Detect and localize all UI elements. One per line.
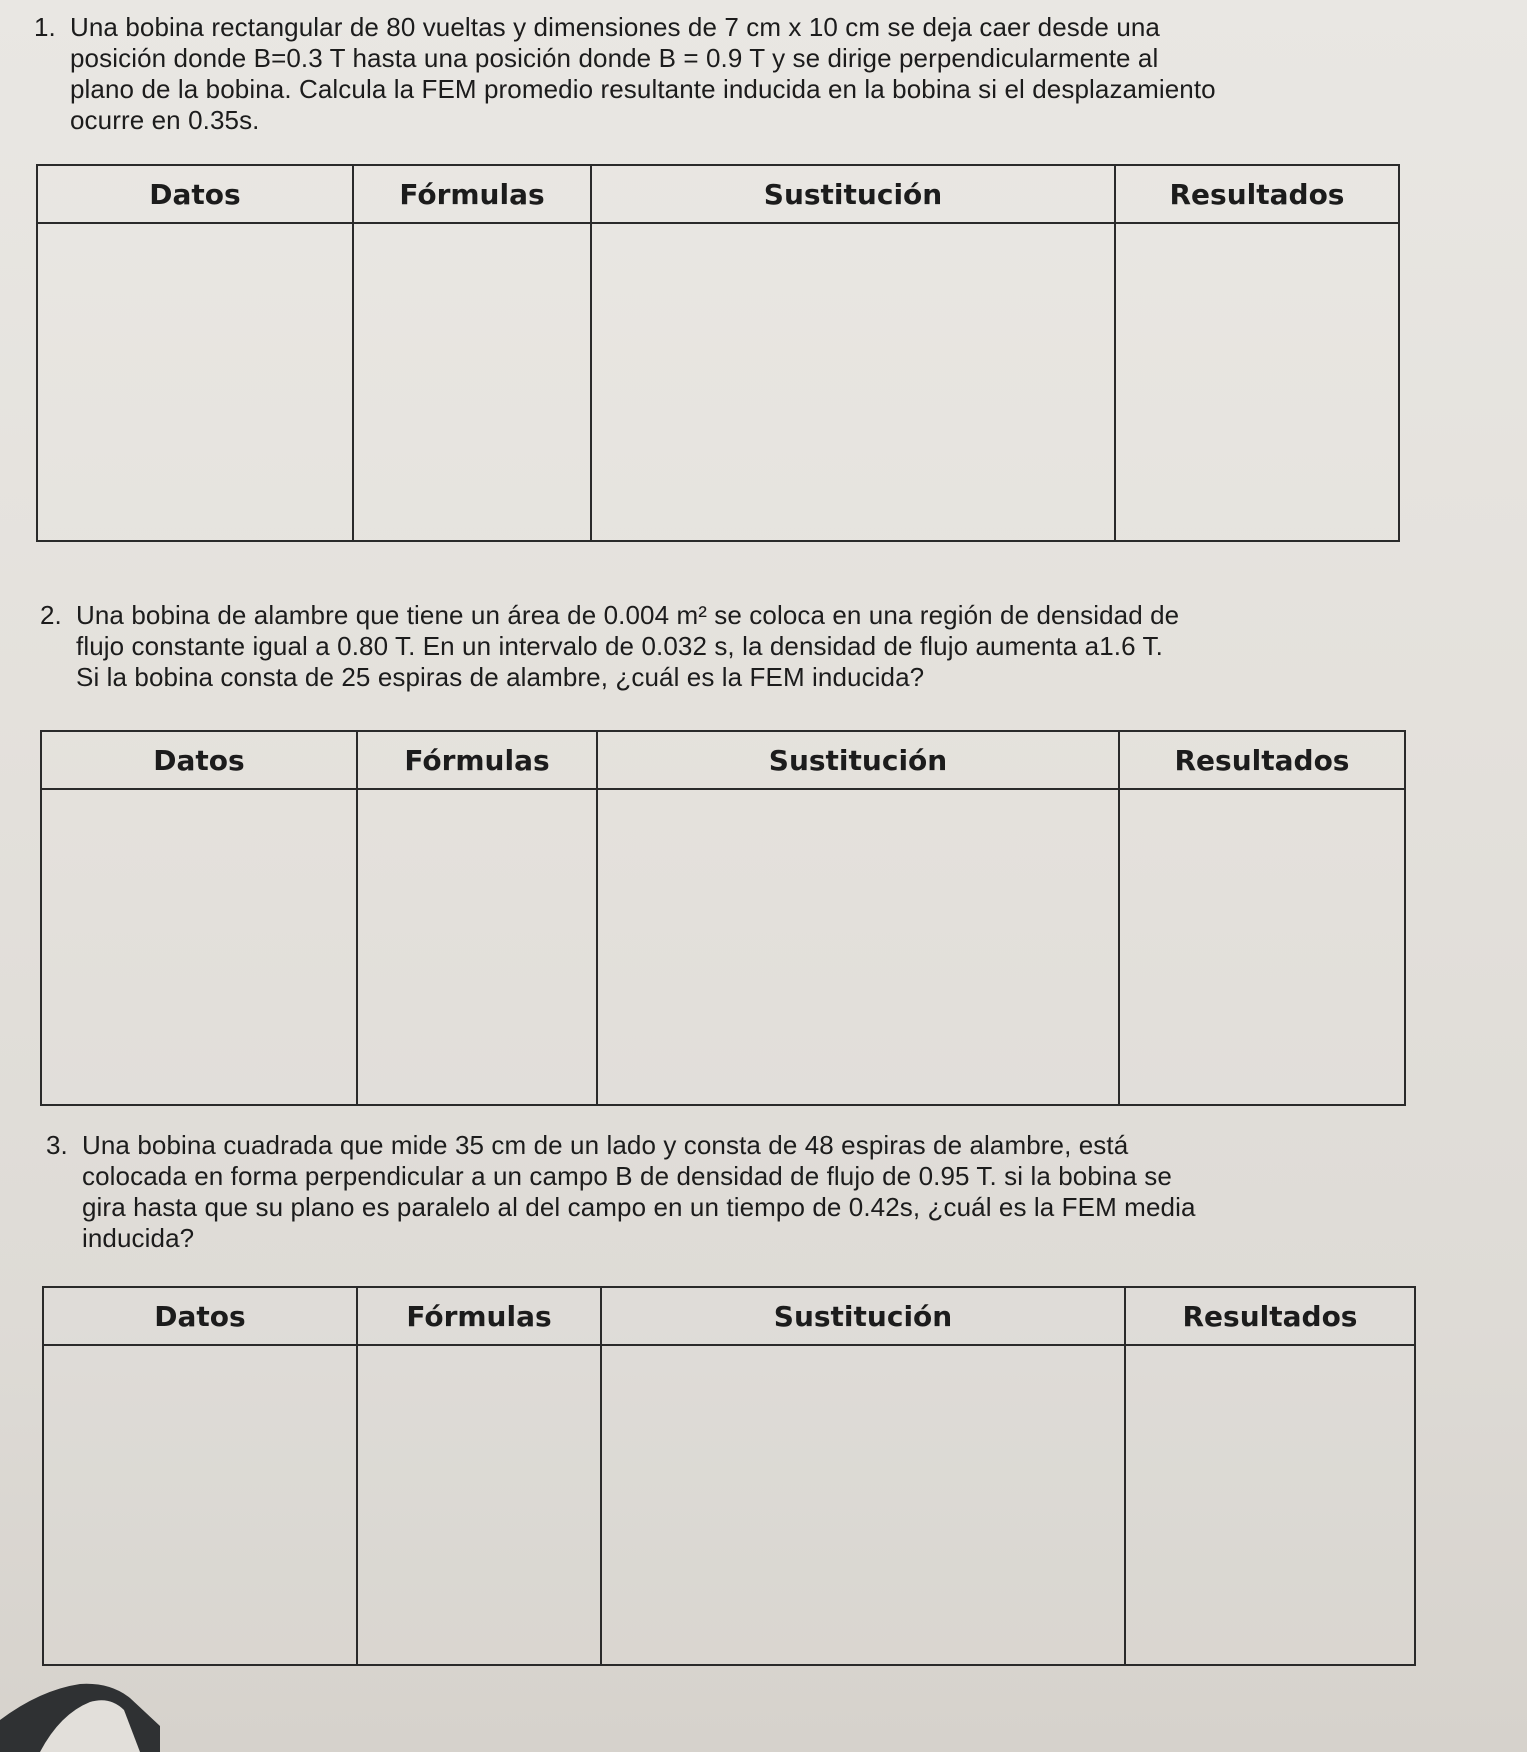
problem-2-number: 2. <box>40 600 62 630</box>
cell-resultados[interactable] <box>1119 789 1405 1105</box>
problem-1-line-4: ocurre en 0.35s. <box>70 105 260 135</box>
problem-1-line-1: Una bobina rectangular de 80 vueltas y dimensiones de 7 cm x 10 cm se deja caer desde una <box>70 12 1160 42</box>
problem-2-line-1: Una bobina de alambre que tiene un área de 0.004 m² se coloca en una región de densidad de <box>76 600 1180 630</box>
header-resultados: Resultados <box>1125 1287 1415 1345</box>
cell-sustitucion[interactable] <box>591 223 1115 541</box>
header-resultados: Resultados <box>1119 731 1405 789</box>
cell-datos[interactable] <box>41 789 357 1105</box>
cell-datos[interactable] <box>37 223 353 541</box>
cell-resultados[interactable] <box>1115 223 1399 541</box>
decorative-corner-icon <box>0 1680 170 1752</box>
cell-resultados[interactable] <box>1125 1345 1415 1665</box>
problem-1-line-3: plano de la bobina. Calcula la FEM promedio resultante inducida en la bobina si el desplazamiento <box>70 74 1216 104</box>
problem-2-line-2: flujo constante igual a 0.80 T. En un intervalo de 0.032 s, la densidad de flujo aumenta a1.6 T. <box>76 631 1163 661</box>
cell-sustitucion[interactable] <box>601 1345 1125 1665</box>
problem-3-answer-table <box>42 1286 1416 1666</box>
cell-formulas[interactable] <box>353 223 591 541</box>
cell-formulas[interactable] <box>357 789 597 1105</box>
cell-formulas[interactable] <box>357 1345 601 1665</box>
problem-1 <box>34 12 1400 136</box>
cell-sustitucion[interactable] <box>597 789 1119 1105</box>
problem-1-number: 1. <box>34 12 56 42</box>
cell-datos[interactable] <box>43 1345 357 1665</box>
header-sustitucion: Sustitución <box>591 165 1115 223</box>
problem-3-line-3: gira hasta que su plano es paralelo al del campo en un tiempo de 0.42s, ¿cuál es la FEM media <box>82 1192 1196 1222</box>
header-datos: Datos <box>41 731 357 789</box>
header-sustitucion: Sustitución <box>601 1287 1125 1345</box>
problem-3-line-2: colocada en forma perpendicular a un campo B de densidad de flujo de 0.95 T. si la bobina se <box>82 1161 1172 1191</box>
header-formulas: Fórmulas <box>353 165 591 223</box>
header-datos: Datos <box>37 165 353 223</box>
problem-1-line-2: posición donde B=0.3 T hasta una posición donde B = 0.9 T y se dirige perpendicularmente al <box>70 43 1159 73</box>
problem-2-line-3: Si la bobina consta de 25 espiras de alambre, ¿cuál es la FEM inducida? <box>76 662 925 692</box>
header-datos: Datos <box>43 1287 357 1345</box>
header-resultados: Resultados <box>1115 165 1399 223</box>
problem-3-number: 3. <box>46 1130 68 1160</box>
problem-3 <box>46 1130 1410 1254</box>
problem-2-answer-table <box>40 730 1406 1106</box>
problem-3-line-1: Una bobina cuadrada que mide 35 cm de un lado y consta de 48 espiras de alambre, está <box>82 1130 1129 1160</box>
header-sustitucion: Sustitución <box>597 731 1119 789</box>
problem-2 <box>40 600 1406 693</box>
problem-3-line-4: inducida? <box>82 1223 195 1253</box>
header-formulas: Fórmulas <box>357 731 597 789</box>
problem-1-answer-table <box>36 164 1400 542</box>
header-formulas: Fórmulas <box>357 1287 601 1345</box>
